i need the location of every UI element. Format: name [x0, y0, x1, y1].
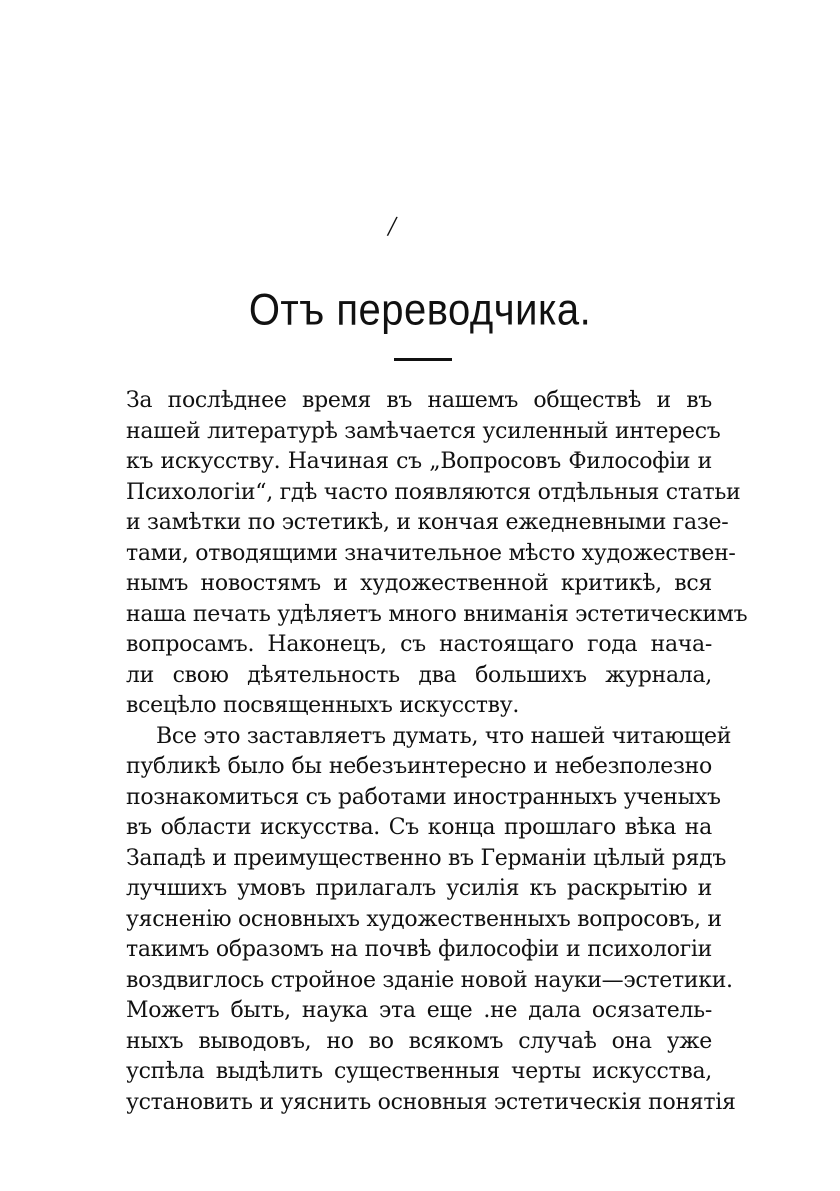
- text-line: Психологіи“, гдѣ часто появляются отдѣльныя статьи: [126, 479, 741, 505]
- text-line: лучшихъ умовъ прилагалъ усилія къ раскрытію и: [126, 876, 712, 901]
- text-line: установить и уяснить основныя эстетическія понятія: [126, 1089, 736, 1115]
- text-line: успѣла выдѣлить существенныя черты искусства,: [126, 1059, 712, 1084]
- text-line: тами, отводящими значительное мѣсто художествен-: [126, 540, 736, 566]
- page-title: Отъ переводчика.: [248, 285, 592, 335]
- text-line: всецѣло посвященныхъ искусству.: [126, 693, 520, 718]
- text-line: Западѣ и преимущественно въ Германіи цѣлый рядъ: [126, 845, 727, 871]
- text-line: познакомиться съ работами иностранныхъ ученыхъ: [126, 784, 721, 810]
- text-line: въ области искусства. Съ конца прошлаго вѣка на: [126, 815, 712, 840]
- text-line: и замѣтки по эстетикѣ, и кончая ежедневными газе-: [126, 510, 729, 535]
- text-line: ныхъ выводовъ, но во всякомъ случаѣ она уже: [126, 1028, 712, 1054]
- text-line: За послѣднее время въ нашемъ обществѣ и въ: [126, 388, 712, 413]
- text-line: наша печать удѣляетъ много вниманія эстетическимъ: [126, 601, 748, 627]
- text-line: нымъ новостямъ и художественной критикѣ, вся: [126, 571, 712, 596]
- text-line: воздвиглось стройное зданіе новой науки—эстетики.: [126, 967, 733, 993]
- text-line: ли свою дѣятельность два большихъ журнала,: [126, 662, 712, 688]
- text-line: вопросамъ. Наконецъ, съ настоящаго года нача-: [126, 632, 712, 657]
- text-line: Все это заставляетъ думать, что нашей читающей: [156, 723, 732, 749]
- body-text: [126, 386, 748, 1118]
- text-line: такимъ образомъ на почвѣ философіи и психологіи: [126, 937, 712, 962]
- text-line: Можетъ быть, наука эта еще .не дала осязатель-: [126, 998, 712, 1023]
- text-line: уясненію основныхъ художественныхъ вопросовъ, и: [126, 906, 722, 932]
- title-divider: [394, 358, 452, 361]
- text-line: публикѣ было бы небезъинтересно и небезполезно: [126, 754, 712, 779]
- page-mark: /: [385, 209, 399, 244]
- text-line: къ искусству. Начиная съ „Вопросовъ Философіи и: [126, 449, 712, 474]
- text-line: нашей литературѣ замѣчается усиленный интересъ: [126, 418, 721, 444]
